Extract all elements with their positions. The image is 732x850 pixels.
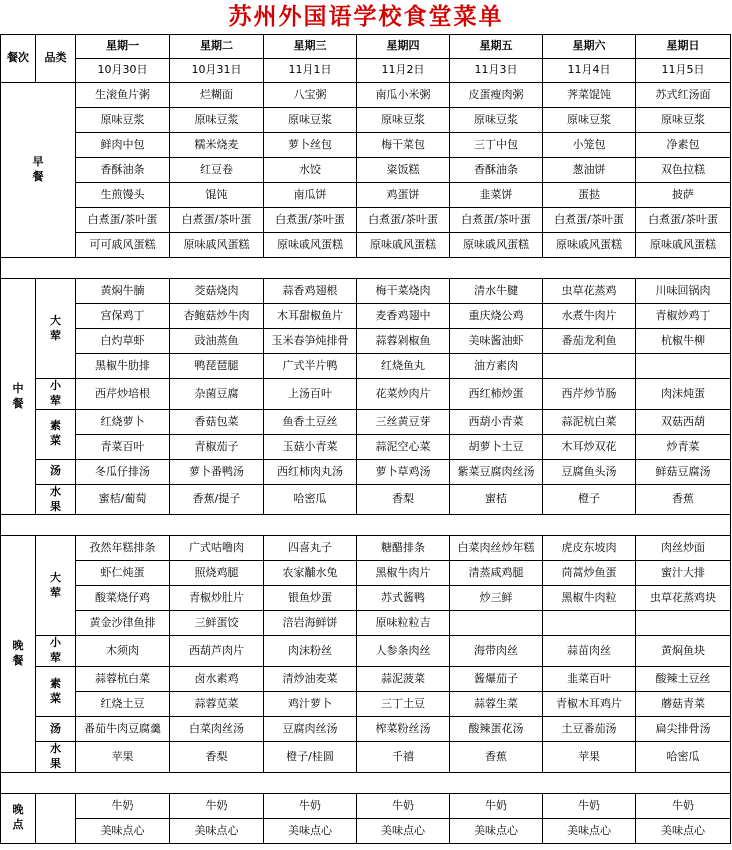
date-header: 11月3日 xyxy=(450,59,543,83)
dish-cell: 美味点心 xyxy=(264,818,357,843)
category-big-text: 大荤 xyxy=(50,571,61,599)
dish-cell: 披萨 xyxy=(636,183,731,208)
dish-cell: 蜜汁大排 xyxy=(636,561,731,586)
dish-cell: 糯米烧麦 xyxy=(170,133,264,158)
dish-cell: 粢饭糕 xyxy=(357,158,450,183)
dish-cell: 净素包 xyxy=(636,133,731,158)
date-header: 11月5日 xyxy=(636,59,731,83)
category-small-text: 小荤 xyxy=(50,379,61,407)
dish-cell: 酸辣蛋花汤 xyxy=(450,717,543,742)
dish-cell: 千禧 xyxy=(357,742,450,773)
category-big xyxy=(36,279,76,379)
category-soup xyxy=(36,717,76,742)
dish-cell: 萝卜番鸭汤 xyxy=(170,459,264,484)
dish-cell: 原味豆浆 xyxy=(450,108,543,133)
category-fruit xyxy=(36,484,76,515)
dish-cell: 扁尖排骨汤 xyxy=(636,717,731,742)
dish-cell: 美味点心 xyxy=(450,818,543,843)
dish-cell: 三丁中包 xyxy=(450,133,543,158)
dish-cell: 黄焖牛腩 xyxy=(76,279,170,304)
dish-cell: 番茄龙利鱼 xyxy=(543,329,636,354)
date-header: 11月4日 xyxy=(543,59,636,83)
lunch-row xyxy=(1,434,731,459)
dish-cell: 原味粒粒吉 xyxy=(357,611,450,636)
dish-cell: 白煮蛋/茶叶蛋 xyxy=(357,208,450,233)
dish-cell: 原味豆浆 xyxy=(170,108,264,133)
dish-cell: 茭菇烧肉 xyxy=(170,279,264,304)
dish-cell: 西芹炒节肠 xyxy=(543,379,636,410)
category-soup-text: 汤 xyxy=(50,464,61,478)
night-row xyxy=(1,793,731,818)
dish-cell: 鸡汁萝卜 xyxy=(264,692,357,717)
dish-cell: 香梨 xyxy=(357,484,450,515)
spacer-cell xyxy=(1,772,731,793)
dish-cell: 黑椒牛肉粒 xyxy=(543,586,636,611)
dish-cell: 八宝粥 xyxy=(264,83,357,108)
dish-cell: 香蕉 xyxy=(636,484,731,515)
dish-cell: 银鱼炒蛋 xyxy=(264,586,357,611)
dish-cell: 蒜泥杭白菜 xyxy=(543,409,636,434)
dish-cell: 蒜蓉剁椒鱼 xyxy=(357,329,450,354)
lunch-row xyxy=(1,329,731,354)
dish-cell: 原味戚风蛋糕 xyxy=(170,233,264,258)
spacer-row xyxy=(1,258,731,279)
dish-cell: 白煮蛋/茶叶蛋 xyxy=(636,208,731,233)
lunch-row xyxy=(1,379,731,410)
dish-cell: 萝卜丝包 xyxy=(264,133,357,158)
dish-cell: 苏式红汤面 xyxy=(636,83,731,108)
category-fruit-text: 水果 xyxy=(50,484,61,513)
dish-cell: 牛奶 xyxy=(450,793,543,818)
dish-cell: 原味戚风蛋糕 xyxy=(357,233,450,258)
dish-cell xyxy=(636,354,731,379)
dish-cell: 烂糊面 xyxy=(170,83,264,108)
dish-cell: 照烧鸡腿 xyxy=(170,561,264,586)
dinner-row xyxy=(1,667,731,692)
dish-cell: 清蒸咸鸡腿 xyxy=(450,561,543,586)
dish-cell: 鸭琵琶腿 xyxy=(170,354,264,379)
dish-cell: 原味戚风蛋糕 xyxy=(450,233,543,258)
dish-cell: 白煮蛋/茶叶蛋 xyxy=(170,208,264,233)
dish-cell: 虫草花蒸鸡块 xyxy=(636,586,731,611)
dish-cell: 蒜蓉生菜 xyxy=(450,692,543,717)
category-blank xyxy=(36,793,76,843)
dinner-row xyxy=(1,636,731,667)
day-header: 星期二 xyxy=(170,35,264,59)
day-header: 星期三 xyxy=(264,35,357,59)
dish-cell: 重庆烧公鸡 xyxy=(450,304,543,329)
dish-cell: 豉油蒸鱼 xyxy=(170,329,264,354)
dish-cell: 西芹炒培根 xyxy=(76,379,170,410)
dish-cell: 杏鲍菇炒牛肉 xyxy=(170,304,264,329)
menu-title: 苏州外国语学校食堂菜单 xyxy=(228,3,504,30)
breakfast-row xyxy=(1,108,731,133)
dish-cell: 哈密瓜 xyxy=(636,742,731,773)
dish-cell: 涪岩海鲜饼 xyxy=(264,611,357,636)
dish-cell: 可可戚风蛋糕 xyxy=(76,233,170,258)
dish-cell: 黑椒牛肋排 xyxy=(76,354,170,379)
dish-cell: 卤水素鸡 xyxy=(170,667,264,692)
date-header: 11月1日 xyxy=(264,59,357,83)
dish-cell: 土豆番茄汤 xyxy=(543,717,636,742)
dish-cell: 木须肉 xyxy=(76,636,170,667)
dish-cell: 橙子/桂圆 xyxy=(264,742,357,773)
dish-cell: 蒜蓉杭白菜 xyxy=(76,667,170,692)
dish-cell: 原味豆浆 xyxy=(76,108,170,133)
dish-cell xyxy=(450,611,543,636)
dish-cell: 原味戚风蛋糕 xyxy=(636,233,731,258)
day-header: 星期日 xyxy=(636,35,731,59)
dish-cell: 人参条肉丝 xyxy=(357,636,450,667)
dish-cell: 红烧鱼丸 xyxy=(357,354,450,379)
dish-cell: 肉丝炒面 xyxy=(636,536,731,561)
category-soup xyxy=(36,459,76,484)
dish-cell: 炒青菜 xyxy=(636,434,731,459)
dish-cell: 酸菜烧仔鸡 xyxy=(76,586,170,611)
dish-cell: 生滚鱼片粥 xyxy=(76,83,170,108)
lunch-row xyxy=(1,279,731,304)
dinner-row xyxy=(1,586,731,611)
dinner-row xyxy=(1,742,731,773)
dish-cell: 孜然年糕排条 xyxy=(76,536,170,561)
dish-cell: 牛奶 xyxy=(357,793,450,818)
dish-cell: 广式半片鸭 xyxy=(264,354,357,379)
dish-cell: 牛奶 xyxy=(76,793,170,818)
dish-cell: 川味回锅肉 xyxy=(636,279,731,304)
dish-cell: 苹果 xyxy=(76,742,170,773)
dish-cell: 西红柿炒蛋 xyxy=(450,379,543,410)
dish-cell: 酸辣土豆丝 xyxy=(636,667,731,692)
dish-cell: 炒三鲜 xyxy=(450,586,543,611)
dinner-row xyxy=(1,536,731,561)
date-header: 10月31日 xyxy=(170,59,264,83)
meal-label-night xyxy=(1,793,36,843)
dish-cell: 馄饨 xyxy=(170,183,264,208)
dish-cell: 红烧土豆 xyxy=(76,692,170,717)
dish-cell: 蛋挞 xyxy=(543,183,636,208)
dish-cell: 番茄牛肉豆腐羹 xyxy=(76,717,170,742)
dish-cell: 广式咕噜肉 xyxy=(170,536,264,561)
dish-cell: 酱爆茄子 xyxy=(450,667,543,692)
dish-cell: 原味戚风蛋糕 xyxy=(264,233,357,258)
dish-cell: 豆腐肉丝汤 xyxy=(264,717,357,742)
dish-cell: 西葫芦肉片 xyxy=(170,636,264,667)
category-small-text: 小荤 xyxy=(50,636,61,665)
dish-cell: 上汤百叶 xyxy=(264,379,357,410)
date-row xyxy=(1,59,731,83)
dish-cell: 宫保鸡丁 xyxy=(76,304,170,329)
date-header: 11月2日 xyxy=(357,59,450,83)
lunch-row xyxy=(1,304,731,329)
dish-cell: 紫菜豆腐肉丝汤 xyxy=(450,459,543,484)
dish-cell: 原味戚风蛋糕 xyxy=(543,233,636,258)
dish-cell: 榨菜粉丝汤 xyxy=(357,717,450,742)
dish-cell: 虎皮东坡肉 xyxy=(543,536,636,561)
dish-cell: 虾仁炖蛋 xyxy=(76,561,170,586)
dish-cell: 虫草花蒸鸡 xyxy=(543,279,636,304)
dish-cell: 清炒油麦菜 xyxy=(264,667,357,692)
dish-cell: 茼蒿炒鱼蛋 xyxy=(543,561,636,586)
dish-cell: 冬瓜仔排汤 xyxy=(76,459,170,484)
dish-cell: 葱油饼 xyxy=(543,158,636,183)
dish-cell: 红豆卷 xyxy=(170,158,264,183)
dish-cell: 哈密瓜 xyxy=(264,484,357,515)
dish-cell: 黑椒牛肉片 xyxy=(357,561,450,586)
category-veg-text: 素菜 xyxy=(50,676,61,705)
category-fruit xyxy=(36,742,76,773)
dish-cell: 美味点心 xyxy=(357,818,450,843)
spacer-row xyxy=(1,515,731,536)
dish-cell xyxy=(543,354,636,379)
dish-cell: 蒜香鸡翅根 xyxy=(264,279,357,304)
dish-cell: 南瓜饼 xyxy=(264,183,357,208)
dish-cell: 生煎馒头 xyxy=(76,183,170,208)
dish-cell: 鲜菇豆腐汤 xyxy=(636,459,731,484)
dish-cell: 农家黼水兔 xyxy=(264,561,357,586)
dish-cell xyxy=(636,611,731,636)
dish-cell: 白煮蛋/茶叶蛋 xyxy=(543,208,636,233)
day-header: 星期一 xyxy=(76,35,170,59)
dish-cell: 鸡蛋饼 xyxy=(357,183,450,208)
dish-cell xyxy=(543,611,636,636)
dish-cell: 三鲜蛋饺 xyxy=(170,611,264,636)
dish-cell: 花菜炒肉片 xyxy=(357,379,450,410)
dish-cell: 红烧萝卜 xyxy=(76,409,170,434)
lunch-row xyxy=(1,484,731,515)
meal-label-lunch xyxy=(1,279,36,515)
dish-cell: 原味豆浆 xyxy=(357,108,450,133)
category-soup-text: 汤 xyxy=(50,721,61,735)
meal-label-night-text: 晚点 xyxy=(12,803,24,832)
dish-cell: 香梨 xyxy=(170,742,264,773)
night-row xyxy=(1,818,731,843)
dish-cell: 原味豆浆 xyxy=(543,108,636,133)
dish-cell: 荠菜馄饨 xyxy=(543,83,636,108)
dish-cell: 南瓜小米粥 xyxy=(357,83,450,108)
dish-cell: 美味点心 xyxy=(170,818,264,843)
dish-cell: 美味酱油虾 xyxy=(450,329,543,354)
dish-cell: 原味豆浆 xyxy=(264,108,357,133)
breakfast-row xyxy=(1,183,731,208)
category-small xyxy=(36,379,76,410)
breakfast-row xyxy=(1,233,731,258)
dish-cell: 白灼草虾 xyxy=(76,329,170,354)
dish-cell: 白菜肉丝汤 xyxy=(170,717,264,742)
dish-cell: 白煮蛋/茶叶蛋 xyxy=(76,208,170,233)
dish-cell: 苏式酱鸭 xyxy=(357,586,450,611)
dish-cell: 双菇西葫 xyxy=(636,409,731,434)
dish-cell: 蒜苗肉丝 xyxy=(543,636,636,667)
dish-cell: 水煮牛肉片 xyxy=(543,304,636,329)
spacer-cell xyxy=(1,258,731,279)
dinner-row xyxy=(1,717,731,742)
dish-cell: 三丁土豆 xyxy=(357,692,450,717)
dish-cell: 蜜桔 xyxy=(450,484,543,515)
dish-cell: 糖醋排条 xyxy=(357,536,450,561)
dish-cell: 青菜百叶 xyxy=(76,434,170,459)
dish-cell: 肉沫粉丝 xyxy=(264,636,357,667)
category-big xyxy=(36,536,76,636)
meal-label-breakfast-text: 早餐 xyxy=(32,155,44,183)
category-veg xyxy=(36,409,76,459)
breakfast-row xyxy=(1,83,731,108)
meal-label-breakfast xyxy=(1,83,76,258)
day-header: 星期五 xyxy=(450,35,543,59)
dish-cell: 香酥油条 xyxy=(450,158,543,183)
dish-cell: 香蕉/提子 xyxy=(170,484,264,515)
dish-cell: 木耳炒双花 xyxy=(543,434,636,459)
corner-meal-label: 餐次 xyxy=(1,35,36,83)
dish-cell: 美味点心 xyxy=(76,818,170,843)
meal-label-lunch-text: 中餐 xyxy=(12,381,24,410)
dish-cell: 香菇包菜 xyxy=(170,409,264,434)
date-header: 10月30日 xyxy=(76,59,170,83)
dish-cell: 胡萝卜土豆 xyxy=(450,434,543,459)
category-fruit-text: 水果 xyxy=(50,742,61,770)
dish-cell: 杂菌豆腐 xyxy=(170,379,264,410)
dish-cell: 蒜蓉苋菜 xyxy=(170,692,264,717)
dish-cell: 原味豆浆 xyxy=(636,108,731,133)
dish-cell: 麦香鸡翅中 xyxy=(357,304,450,329)
dish-cell: 三丝黄豆芽 xyxy=(357,409,450,434)
dinner-row xyxy=(1,561,731,586)
dish-cell: 双色拉糕 xyxy=(636,158,731,183)
dish-cell: 玉米春笋炖排骨 xyxy=(264,329,357,354)
dish-cell: 蒜泥菠菜 xyxy=(357,667,450,692)
dish-cell: 白菜肉丝炒年糕 xyxy=(450,536,543,561)
breakfast-row xyxy=(1,133,731,158)
breakfast-row xyxy=(1,158,731,183)
breakfast-row xyxy=(1,208,731,233)
lunch-row xyxy=(1,354,731,379)
dish-cell: 苹果 xyxy=(543,742,636,773)
dish-cell: 韭菜百叶 xyxy=(543,667,636,692)
dish-cell: 牛奶 xyxy=(636,793,731,818)
dish-cell: 蒜泥空心菜 xyxy=(357,434,450,459)
dish-cell: 美味点心 xyxy=(543,818,636,843)
dish-cell: 海带肉丝 xyxy=(450,636,543,667)
dish-cell: 鲜肉中包 xyxy=(76,133,170,158)
dish-cell: 皮蛋瘦肉粥 xyxy=(450,83,543,108)
dish-cell: 木耳甜椒鱼片 xyxy=(264,304,357,329)
category-veg xyxy=(36,667,76,717)
dish-cell: 牛奶 xyxy=(264,793,357,818)
dish-cell: 西红柿肉丸汤 xyxy=(264,459,357,484)
dish-cell: 油方素肉 xyxy=(450,354,543,379)
dish-cell: 青椒木耳鸡片 xyxy=(543,692,636,717)
spacer-cell xyxy=(1,515,731,536)
dish-cell: 橙子 xyxy=(543,484,636,515)
dish-cell: 小笼包 xyxy=(543,133,636,158)
dish-cell: 白煮蛋/茶叶蛋 xyxy=(450,208,543,233)
dish-cell: 梅干菜包 xyxy=(357,133,450,158)
dish-cell: 白煮蛋/茶叶蛋 xyxy=(264,208,357,233)
dish-cell: 香酥油条 xyxy=(76,158,170,183)
spacer-row xyxy=(1,772,731,793)
dish-cell: 肉沫炖蛋 xyxy=(636,379,731,410)
dish-cell: 牛奶 xyxy=(543,793,636,818)
dish-cell: 萝卜草鸡汤 xyxy=(357,459,450,484)
meal-label-dinner xyxy=(1,536,36,772)
day-header: 星期六 xyxy=(543,35,636,59)
dish-cell: 梅干菜烧肉 xyxy=(357,279,450,304)
dish-cell: 西葫小青菜 xyxy=(450,409,543,434)
dish-cell: 杭椒牛柳 xyxy=(636,329,731,354)
dish-cell: 豆腐鱼头汤 xyxy=(543,459,636,484)
dish-cell: 鱼香土豆丝 xyxy=(264,409,357,434)
dinner-row xyxy=(1,611,731,636)
dish-cell: 蘑菇青菜 xyxy=(636,692,731,717)
dish-cell: 蜜桔/葡萄 xyxy=(76,484,170,515)
dinner-row xyxy=(1,692,731,717)
corner-category-label: 品类 xyxy=(36,35,76,83)
dish-cell: 四喜丸子 xyxy=(264,536,357,561)
dish-cell: 黄焖鱼块 xyxy=(636,636,731,667)
dish-cell: 香蕉 xyxy=(450,742,543,773)
dish-cell: 水饺 xyxy=(264,158,357,183)
dish-cell: 美味点心 xyxy=(636,818,731,843)
menu-table xyxy=(0,34,731,844)
dish-cell: 青椒炒肚片 xyxy=(170,586,264,611)
lunch-row xyxy=(1,459,731,484)
day-header: 星期四 xyxy=(357,35,450,59)
header-row xyxy=(1,35,731,59)
dish-cell: 玉菇小青菜 xyxy=(264,434,357,459)
dish-cell: 黄金沙律鱼排 xyxy=(76,611,170,636)
category-big-text: 大荤 xyxy=(50,313,61,342)
dish-cell: 青椒茄子 xyxy=(170,434,264,459)
dish-cell: 牛奶 xyxy=(170,793,264,818)
meal-label-dinner-text: 晚餐 xyxy=(12,639,24,668)
category-veg-text: 素菜 xyxy=(50,419,61,448)
dish-cell: 韭菜饼 xyxy=(450,183,543,208)
lunch-row xyxy=(1,409,731,434)
dish-cell: 清水牛腱 xyxy=(450,279,543,304)
category-small xyxy=(36,636,76,667)
dish-cell: 青椒炒鸡丁 xyxy=(636,304,731,329)
